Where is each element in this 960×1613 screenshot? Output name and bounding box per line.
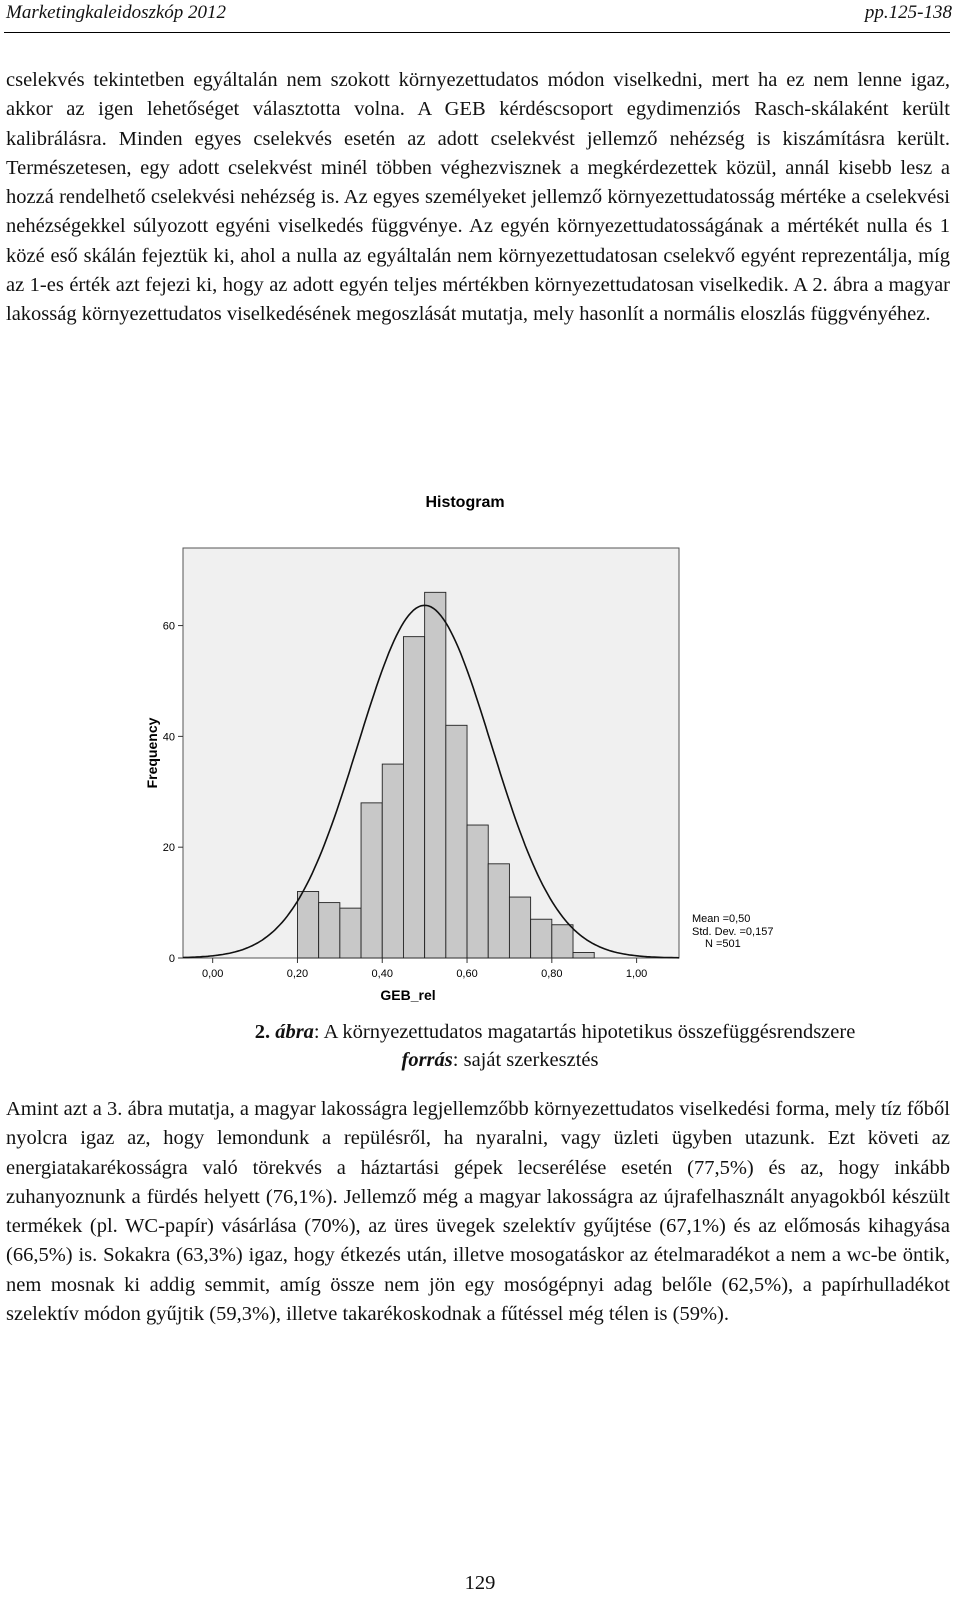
histogram-bar (361, 803, 382, 958)
x-tick-label: 0,20 (286, 968, 309, 980)
stat-sd: Std. Dev. =0,157 (692, 926, 774, 938)
figure-source (0, 1046, 960, 1074)
x-tick-label: 0,00 (201, 968, 224, 980)
page-number: 129 (464, 1572, 496, 1594)
stat-mean: Mean =0,50 (692, 913, 751, 925)
histogram-bar (531, 919, 552, 958)
x-tick-label: 1,00 (625, 968, 648, 980)
stat-n: N =501 (705, 938, 741, 950)
histogram-bar (467, 825, 488, 958)
x-axis-label: GEB_rel (380, 987, 436, 1003)
x-axis (202, 958, 647, 980)
histogram-bar (552, 925, 573, 958)
running-header (0, 0, 960, 24)
body-paragraph-2: Amint azt a 3. ábra mutatja, a magyar lakosságra legjellemzőbb környezettudatos viselkedési forma, mely tíz főből nyolcra igaz az, hogy lemondunk a repülésről, ha nyaralni, vagy üzleti ügyben utazunk. Ezt követi az energiatakarékosságra való törekvés a háztartási gépek lecserélése esetén (77,5%) és az, hogy inkább zuhanyoznunk a fürdés helyett (76,1%). Jellemző még a magyar lakosságra az újrafelhasznált anyagokból készült termékek (pl. WC-papír) vásárlása (70%), az üres üvegek szelektív gyűjtése (67,1%) és az előmosás kihagyása (66,5%) is. Sokakra (63,3%) igaz, hogy étkezés után, illetve mosogatáskor az ételmaradékot a nem a wc-be öntik, nem mosnak ki addig semmit, amíg össze nem jön egy mosógépnyi adag belőle (62,5%), a papírhulladékot szelektív módon gyűjtik (59,3%), illetve takarékoskodnak a fűtéssel még télen is (59%). (6, 1098, 950, 1326)
histogram-bar (446, 725, 467, 958)
histogram-bar (340, 908, 361, 958)
source-label: forrás (401, 1049, 453, 1071)
y-axis-label: Frequency (144, 717, 160, 789)
y-tick-label: 40 (162, 731, 175, 744)
caption-number: 2. (254, 1021, 271, 1043)
histogram-bar (509, 897, 530, 958)
histogram-bar (297, 892, 318, 958)
x-tick-label: 0,60 (456, 968, 478, 980)
header-rule (4, 32, 950, 33)
caption-text: : A környezettudatos magatartás hipotetikus összefüggésrendszere (313, 1021, 856, 1043)
source-text: : saját szerkesztés (452, 1049, 599, 1071)
page-range: pp.125-138 (864, 2, 952, 23)
y-tick-label: 60 (162, 620, 175, 633)
journal-title: Marketingkaleidoszkóp 2012 (6, 2, 227, 23)
chart-title: Histogram (425, 494, 505, 511)
figure-caption (0, 1018, 960, 1046)
caption-label: ábra (275, 1021, 314, 1043)
histogram-bar (573, 952, 594, 958)
y-axis (163, 621, 183, 965)
histogram-bar (488, 864, 509, 958)
x-tick-label: 0,40 (371, 968, 393, 980)
y-tick-label: 20 (162, 842, 175, 855)
histogram-bar (425, 592, 446, 958)
histogram-bar (382, 764, 403, 958)
body-paragraph-1: cselekvés tekintetben egyáltalán nem szokott környezettudatos módon viselkedni, mert ha ez nem lenne igaz, akkor az igen lehetőséget választotta volna. A GEB kérdéscsoport egydimenziós Rasch-skálaként került kalibrálásra. Minden egyes cselekvés esetén az adott cselekvést jellemző nehézség is kiszámításra került. Természetesen, egy adott cselekvést minél többen véghezvisznek a megkérdezettek közül, annál kisebb lesz a hozzá rendelhető cselekvési nehézség is. Az egyes személyeket jellemző környezettudatosság mértéke a cselekvési nehézségekkel súlyozott egyéni viselkedés függvénye. Az egyén környezettudatosságának a mértékét nulla és 1 közé eső skálán fejeztük ki, ahol a nulla az egyáltalán nem környezettudatosan cselekvő egyént reprezentálja, míg az 1-es érték azt fejezi ki, hogy az adott egyén teljes mértékben környezettudatosan viselkedik. A 2. ábra a magyar lakosság környezettudatos viselkedésének megoszlását mutatja, mely hasonlít a normális eloszlás függvényéhez. (6, 69, 950, 326)
y-tick-label: 0 (168, 953, 175, 965)
histogram-figure (135, 490, 835, 1020)
histogram-bar (403, 637, 424, 958)
histogram-bar (319, 903, 340, 958)
x-tick-label: 0,80 (541, 968, 563, 980)
